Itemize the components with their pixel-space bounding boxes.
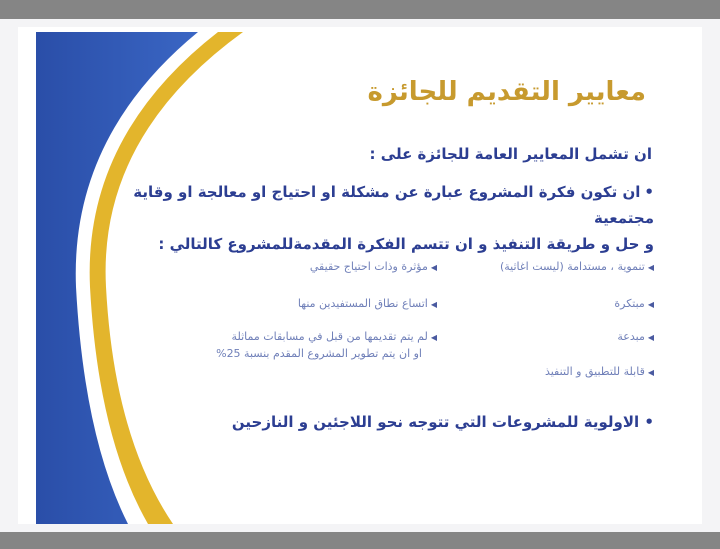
priority-text: • الاولوية للمشروعات التي تتوجه نحو اللاجئين و النازحين [231, 413, 654, 431]
criterion-note: او ان يتم تطوير المشروع المقدم بنسبة 25% [216, 347, 422, 360]
triangle-marker-icon: ◀ [647, 263, 654, 272]
slide-content [18, 27, 702, 524]
triangle-marker-icon: ◀ [430, 333, 437, 342]
photo-frame [0, 19, 720, 532]
triangle-marker-icon: ◀ [647, 333, 654, 342]
criterion-item: ◀مبتكرة [614, 297, 654, 310]
main-line-2: و حل و طريقة التنفيذ و ان تتسم الفكرة المقدمةللمشروع كالتالي : [158, 235, 654, 253]
criterion-item: ◀مبدعة [617, 330, 654, 343]
criterion-item: ◀اتساع نطاق المستفيدين منها [297, 297, 437, 310]
top-gray-strip [0, 0, 720, 19]
main-criterion [94, 179, 654, 257]
criterion-item: ◀مؤثرة وذات احتياج حقيقي [309, 260, 437, 273]
criterion-item: ◀تنموية ، مستدامة (ليست اغاثية) [499, 260, 654, 273]
bullet: • [644, 183, 654, 201]
triangle-marker-icon: ◀ [647, 368, 654, 377]
bullet: • [644, 413, 654, 431]
criterion-item: ◀قابلة للتطبيق و التنفيذ [544, 365, 654, 378]
triangle-marker-icon: ◀ [430, 263, 437, 272]
main-line-1: ان تكون فكرة المشروع عبارة عن مشكلة او احتياج او معالجة او وقاية مجتمعية [133, 183, 654, 227]
bottom-gray-strip [0, 532, 720, 549]
slide-title: معايير التقديم للجائزة [367, 77, 646, 107]
intro-text: ان تشمل المعايير العامة للجائزة على : [369, 145, 652, 163]
slide [18, 27, 702, 524]
criterion-item: ◀لم يتم تقديمها من قبل في مسابقات مماثلة [231, 330, 437, 343]
triangle-marker-icon: ◀ [647, 300, 654, 309]
triangle-marker-icon: ◀ [430, 300, 437, 309]
